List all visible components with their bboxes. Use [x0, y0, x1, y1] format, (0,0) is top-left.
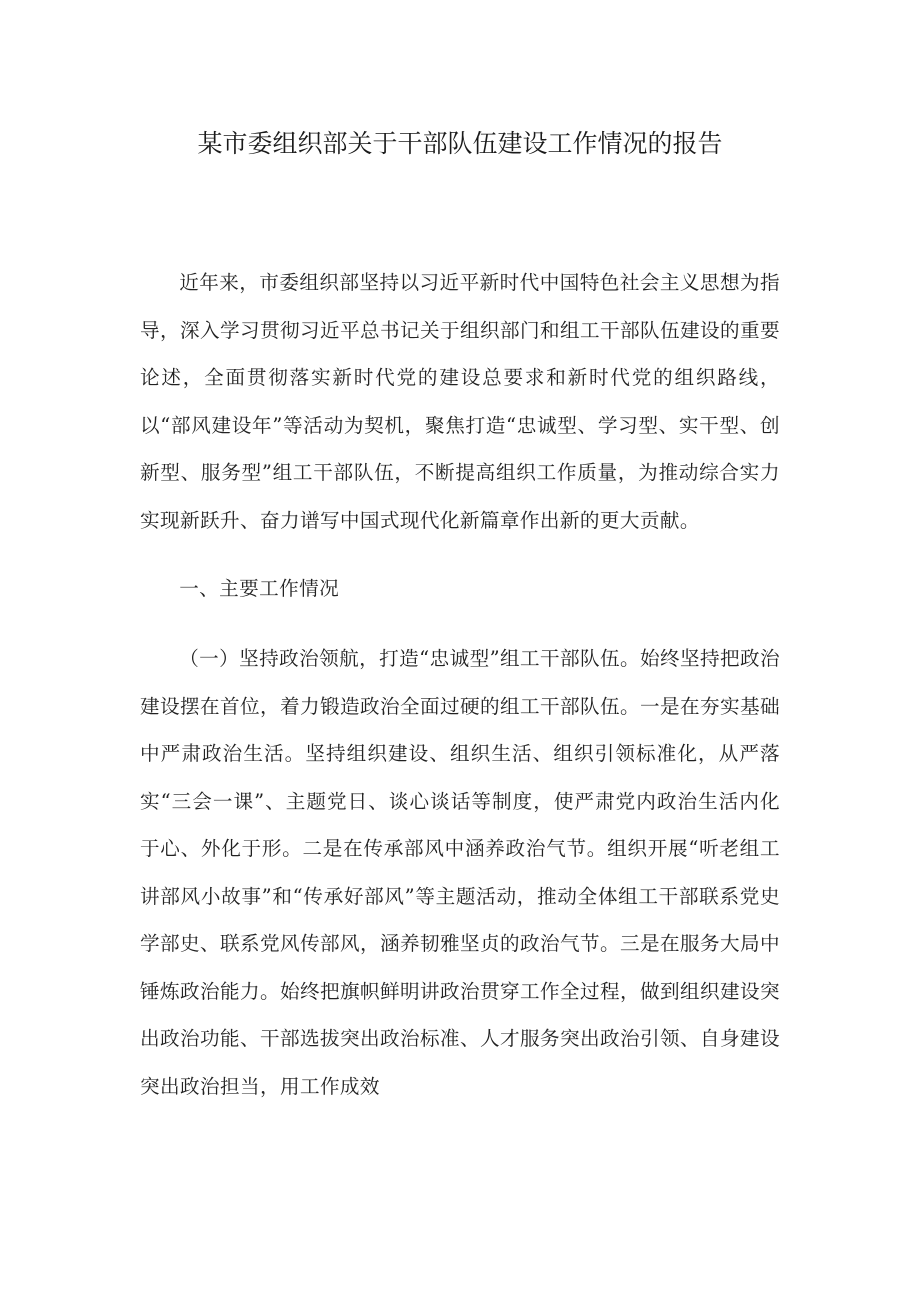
section-paragraph: （一）坚持政治领航，打造“忠诚型”组工干部队伍。始终坚持把政治建设摆在首位，着力锻造政治全面过硬的组工干部队伍。一是在夯实基础中严肃政治生活。坚持组织建设、组织生活、组织引领标准化，从严落实“三会一课”、主题党日、谈心谈话等制度，使严肃党内政治生活内化于心、外化于形。二是在传承部风中涵养政治气节。组织开展“听老组工讲部风小故事”和“传承好部风”等主题活动，推动全体组工干部联系党史学部史、联系党风传部风，涵养韧雅坚贞的政治气节。三是在服务大局中锤炼政治能力。始终把旗帜鲜明讲政治贯穿工作全过程，做到组织建设突出政治功能、干部选拔突出政治标准、人才服务突出政治引领、自身建设突出政治担当，用工作成效	[140, 647, 780, 1098]
section-heading: 一、主要工作情况	[179, 577, 340, 600]
intro-paragraph: 近年来，市委组织部坚持以习近平新时代中国特色社会主义思想为指导，深入学习贯彻习近平总书记关于组织部门和组工干部队伍建设的重要论述，全面贯彻落实新时代党的建设总要求和新时代党的组织路线，以“部风建设年”等活动为契机，聚焦打造“忠诚型、学习型、实干型、创新型、服务型”组工干部队伍，不断提高组织工作质量，为推动综合实力实现新跃升、奋力谱写中国式现代化新篇章作出新的更大贡献。	[140, 271, 780, 532]
document-title: 某市委组织部关于干部队伍建设工作情况的报告	[197, 129, 723, 158]
